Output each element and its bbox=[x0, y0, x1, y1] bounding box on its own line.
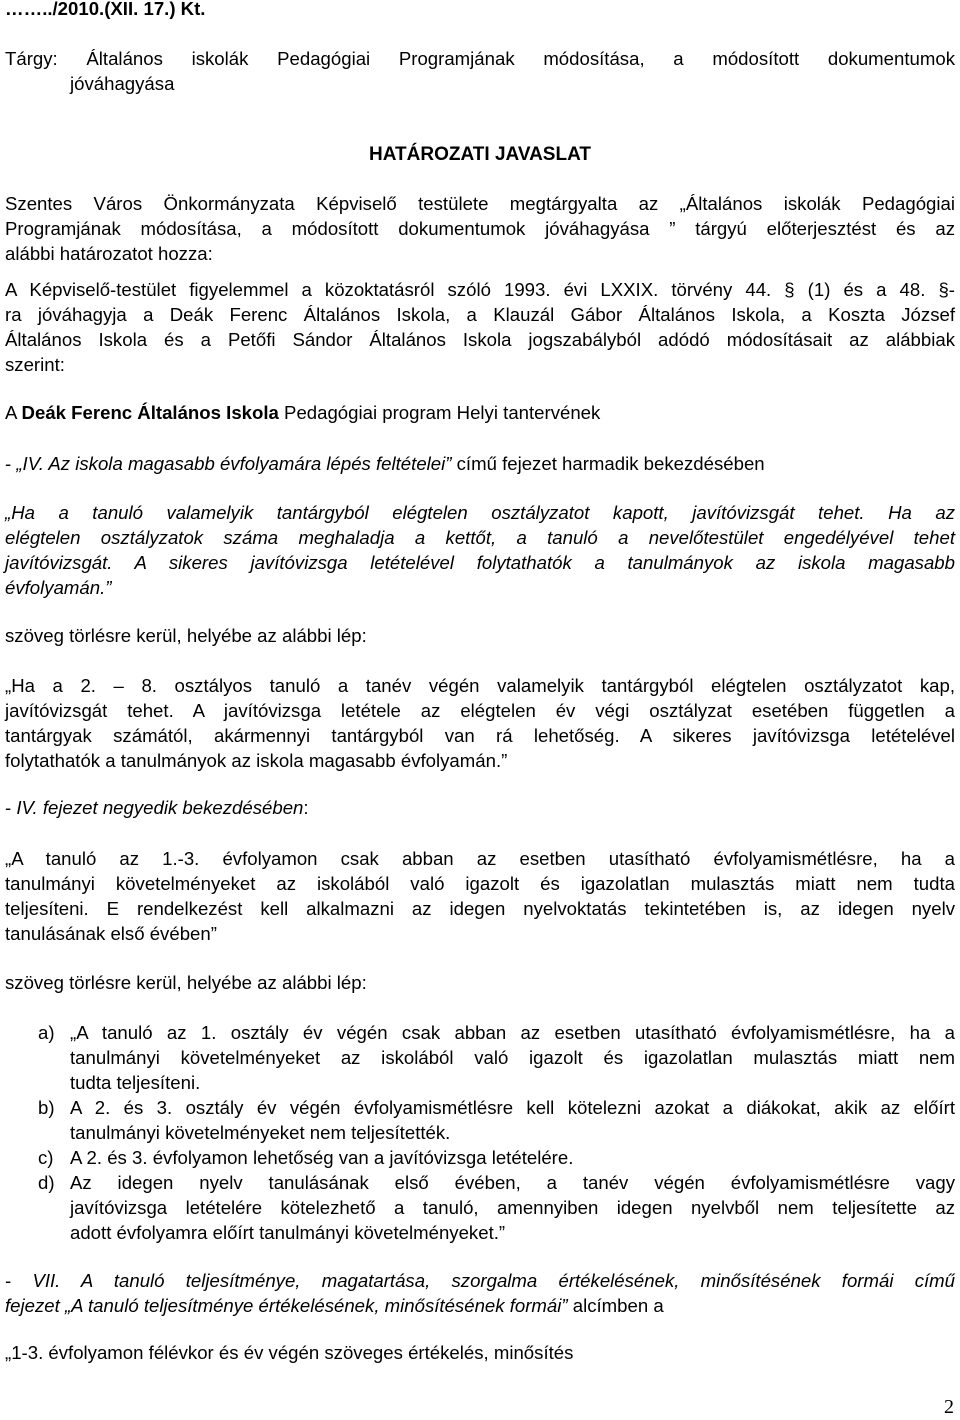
old-text-1-line-4: évfolyamán.” bbox=[5, 577, 112, 598]
list-a-line-1: „A tanuló az 1. osztály év végén csak abban az esetben utasítható évfolyamismétlésre, ha a bbox=[70, 1022, 955, 1043]
old-text-1-line-3: javítóvizsgát. A sikeres javítóvizsga letételével folytathatók a tanulmányok az iskola magasabb bbox=[5, 552, 955, 573]
old-text-2-line-3: teljesíteni. E rendelkezést kell alkalmazni az idegen nyelvoktatás tekintetében is, az idegen nyelv bbox=[5, 898, 955, 919]
old-text-2-line-2: tanulmányi követelményeket az iskolából való igazolt és igazolatlan mulasztás miatt nem tudta bbox=[5, 873, 955, 894]
old-text-1-line-2: elégtelen osztályzatok száma meghaladja a kettőt, a tanuló a nevelőtestület engedélyével tehet bbox=[5, 527, 955, 548]
intro-line-2: Programjának módosítása, a módosított dokumentumok jóváhagyása ” tárgyú előterjesztést és az bbox=[5, 218, 955, 239]
section-iv-4-heading bbox=[5, 795, 309, 820]
intro-line-3: alábbi határozatot hozza: bbox=[5, 243, 213, 264]
section-vii-prefix: - bbox=[5, 1270, 33, 1291]
subject-line-2: jóváhagyása bbox=[70, 73, 175, 94]
decision-line-2: ra jóváhagyja a Deák Ferenc Általános Iskola, a Klauzál Gábor Általános Iskola, a Koszta József bbox=[5, 304, 955, 325]
new-text-1-line-1: „Ha a 2. – 8. osztályos tanuló a tanév végén valamelyik tantárgyból elégtelen osztályzatot kap, bbox=[5, 675, 955, 696]
list-label-c: c) bbox=[38, 1147, 54, 1168]
new-text-1-line-3: tantárgyak számától, akármennyi tantárgyból van rá lehetőség. A sikeres javítóvizsga letételével bbox=[5, 725, 955, 746]
section-iv-4-suffix: : bbox=[303, 797, 309, 818]
replace-note-1: szöveg törlésre kerül, helyébe az alábbi lép: bbox=[5, 625, 367, 646]
list-b-line-1: A 2. és 3. osztály év végén évfolyamismétlésre kell kötelezni azokat a diákokat, akik az előírt bbox=[70, 1097, 955, 1118]
list-c-line-1: A 2. és 3. évfolyamon lehetőség van a javítóvizsga letételére. bbox=[70, 1147, 574, 1168]
list-label-d: d) bbox=[38, 1172, 55, 1193]
list-label-b: b) bbox=[38, 1097, 55, 1118]
list-d-line-3: adott évfolyamra előírt tanulmányi követelményeket.” bbox=[70, 1222, 506, 1243]
last-line: „1-3. évfolyamon félévkor és év végén szöveges értékelés, minősítés bbox=[5, 1342, 574, 1363]
section-vii-title-1: VII. A tanuló teljesítménye, magatartása, szorgalma értékelésének, minősítésének formái című bbox=[32, 1270, 955, 1291]
section-vii-suffix: alcímben a bbox=[567, 1295, 664, 1316]
section-iv-heading bbox=[5, 451, 765, 476]
document-title: HATÁROZATI JAVASLAT bbox=[369, 144, 591, 165]
document-reference: ……../2010.(XII. 17.) Kt. bbox=[5, 0, 206, 19]
section-iv-4-prefix: - bbox=[5, 797, 17, 818]
list-d-line-2: javítóvizsga letételére kötelezhető a tanuló, amennyiben idegen nyelvből nem teljesítette az bbox=[70, 1197, 955, 1218]
list-b-line-2: tanulmányi követelményeket nem teljesítették. bbox=[70, 1122, 451, 1143]
old-text-1-line-1: „Ha a tanuló valamelyik tantárgyból elégtelen osztályzatot kapott, javítóvizsgát tehet. Ha az bbox=[5, 502, 955, 523]
old-text-2-line-4: tanulásának első évében” bbox=[5, 923, 217, 944]
school-heading-suffix: Pedagógiai program Helyi tantervének bbox=[278, 402, 601, 423]
section-vii-line-2 bbox=[5, 1293, 664, 1318]
section-vii-title-2: fejezet „A tanuló teljesítménye értékelésének, minősítésének formái” bbox=[5, 1295, 568, 1316]
old-text-2-line-1: „A tanuló az 1.-3. évfolyamon csak abban az esetben utasítható évfolyamismétlésre, ha a bbox=[5, 848, 955, 869]
school-heading bbox=[5, 400, 600, 425]
section-vii-line-1 bbox=[5, 1268, 955, 1293]
section-iv-title: „IV. Az iskola magasabb évfolyamára lépés feltételei” bbox=[16, 453, 452, 474]
list-a-line-2: tanulmányi követelményeket az iskolából való igazolt és igazolatlan mulasztás miatt nem bbox=[70, 1047, 955, 1068]
new-text-1-line-2: javítóvizsgát tehet. A javítóvizsga letétele az elégtelen év végi osztályzat esetében független a bbox=[5, 700, 955, 721]
decision-line-3: Általános Iskola és a Petőfi Sándor Általános Iskola jogszabályból adódó módosításait az alábbiak bbox=[5, 329, 955, 350]
list-label-a: a) bbox=[38, 1022, 55, 1043]
decision-line-1: A Képviselő-testület figyelemmel a közoktatásról szóló 1993. évi LXXIX. törvény 44. § (1) és a 48. §- bbox=[5, 279, 955, 300]
list-d-line-1: Az idegen nyelv tanulásának első évében, a tanév végén évfolyamismétlésre vagy bbox=[70, 1172, 955, 1193]
new-text-1-line-4: folytathatók a tanulmányok az iskola magasabb évfolyamán.” bbox=[5, 750, 508, 771]
section-iv-suffix: című fejezet harmadik bekezdésében bbox=[451, 453, 765, 474]
section-iv-4-title: IV. fejezet negyedik bekezdésében bbox=[16, 797, 304, 818]
intro-line-1: Szentes Város Önkormányzata Képviselő testülete megtárgyalta az „Általános iskolák Pedagógiai bbox=[5, 193, 955, 214]
list-a-line-3: tudta teljesíteni. bbox=[70, 1072, 201, 1093]
school-name: Deák Ferenc Általános Iskola bbox=[21, 402, 279, 423]
decision-line-4: szerint: bbox=[5, 354, 65, 375]
section-iv-prefix: - bbox=[5, 453, 17, 474]
subject-line-1: Tárgy: Általános iskolák Pedagógiai Programjának módosítása, a módosított dokumentumok bbox=[5, 48, 955, 69]
page-number: 2 bbox=[944, 1396, 954, 1418]
school-heading-prefix: A bbox=[5, 402, 22, 423]
replace-note-2: szöveg törlésre kerül, helyébe az alábbi lép: bbox=[5, 972, 367, 993]
